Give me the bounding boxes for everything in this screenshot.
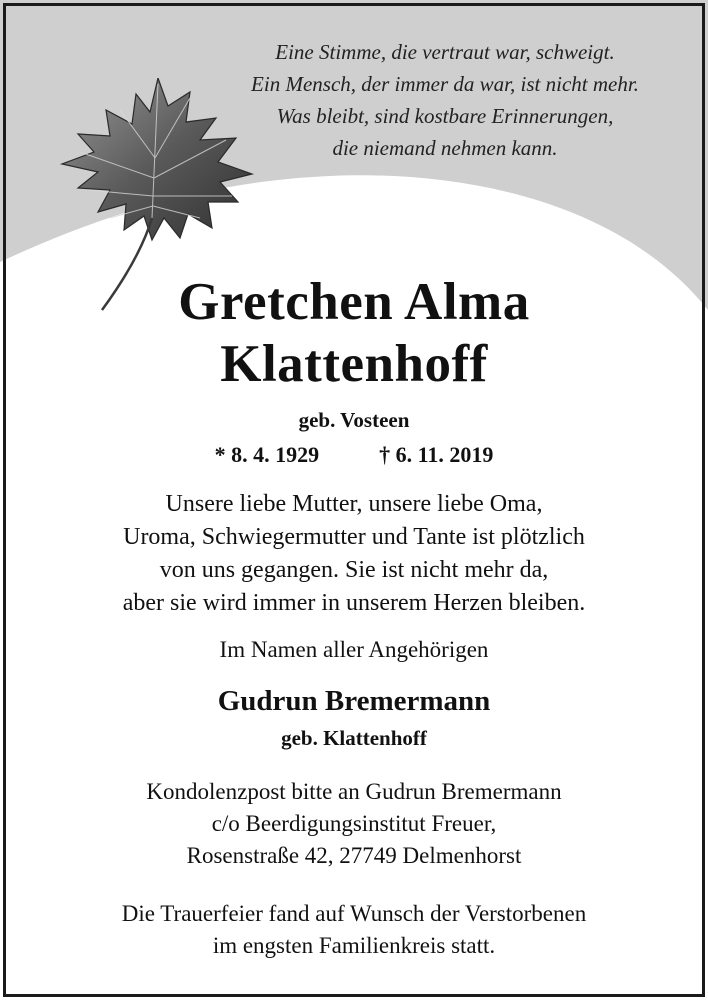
funeral-line: Die Trauerfeier fand auf Wunsch der Verstorbenen [121,901,587,926]
condolence-line: Rosenstraße 42, 27749 Delmenhorst [186,843,522,868]
life-dates [0,440,708,470]
funeral-line: im engsten Familienkreis statt. [212,933,496,958]
message-line: aber sie wird immer in unserem Herzen bleiben. [122,590,586,616]
funeral-note [0,898,708,962]
deceased-birth-name: geb. Vosteen [298,408,410,432]
birth-date: * 8. 4. 1929 [214,442,320,467]
poem-line: Eine Stimme, die vertraut war, schweigt. [275,40,615,64]
message-line: von uns gegangen. Sie ist nicht mehr da, [159,557,549,583]
condolence-line: Kondolenzpost bitte an Gudrun Bremermann [146,779,562,804]
poem-line: die niemand nehmen kann. [332,136,558,160]
poem [210,36,680,164]
message [0,488,708,620]
poem-line: Was bleibt, sind kostbare Erinnerungen, [276,104,614,128]
condolence-line: c/o Beerdigungsinstitut Freuer, [211,811,497,836]
message-line: Uroma, Schwiegermutter und Tante ist plötzlich [123,524,585,550]
signer-name: Gudrun Bremermann [217,685,491,717]
death-date: † 6. 11. 2019 [379,442,494,467]
signoff: Im Namen aller Angehörigen [219,637,489,662]
message-line: Unsere liebe Mutter, unsere liebe Oma, [165,491,543,517]
poem-line: Ein Mensch, der immer da war, ist nicht mehr. [251,72,639,96]
signer-birth-name: geb. Klattenhoff [281,726,427,750]
deceased-name-line1: Gretchen Alma [178,273,530,331]
deceased-name-line2: Klattenhoff [220,335,488,393]
condolence-address [0,776,708,872]
